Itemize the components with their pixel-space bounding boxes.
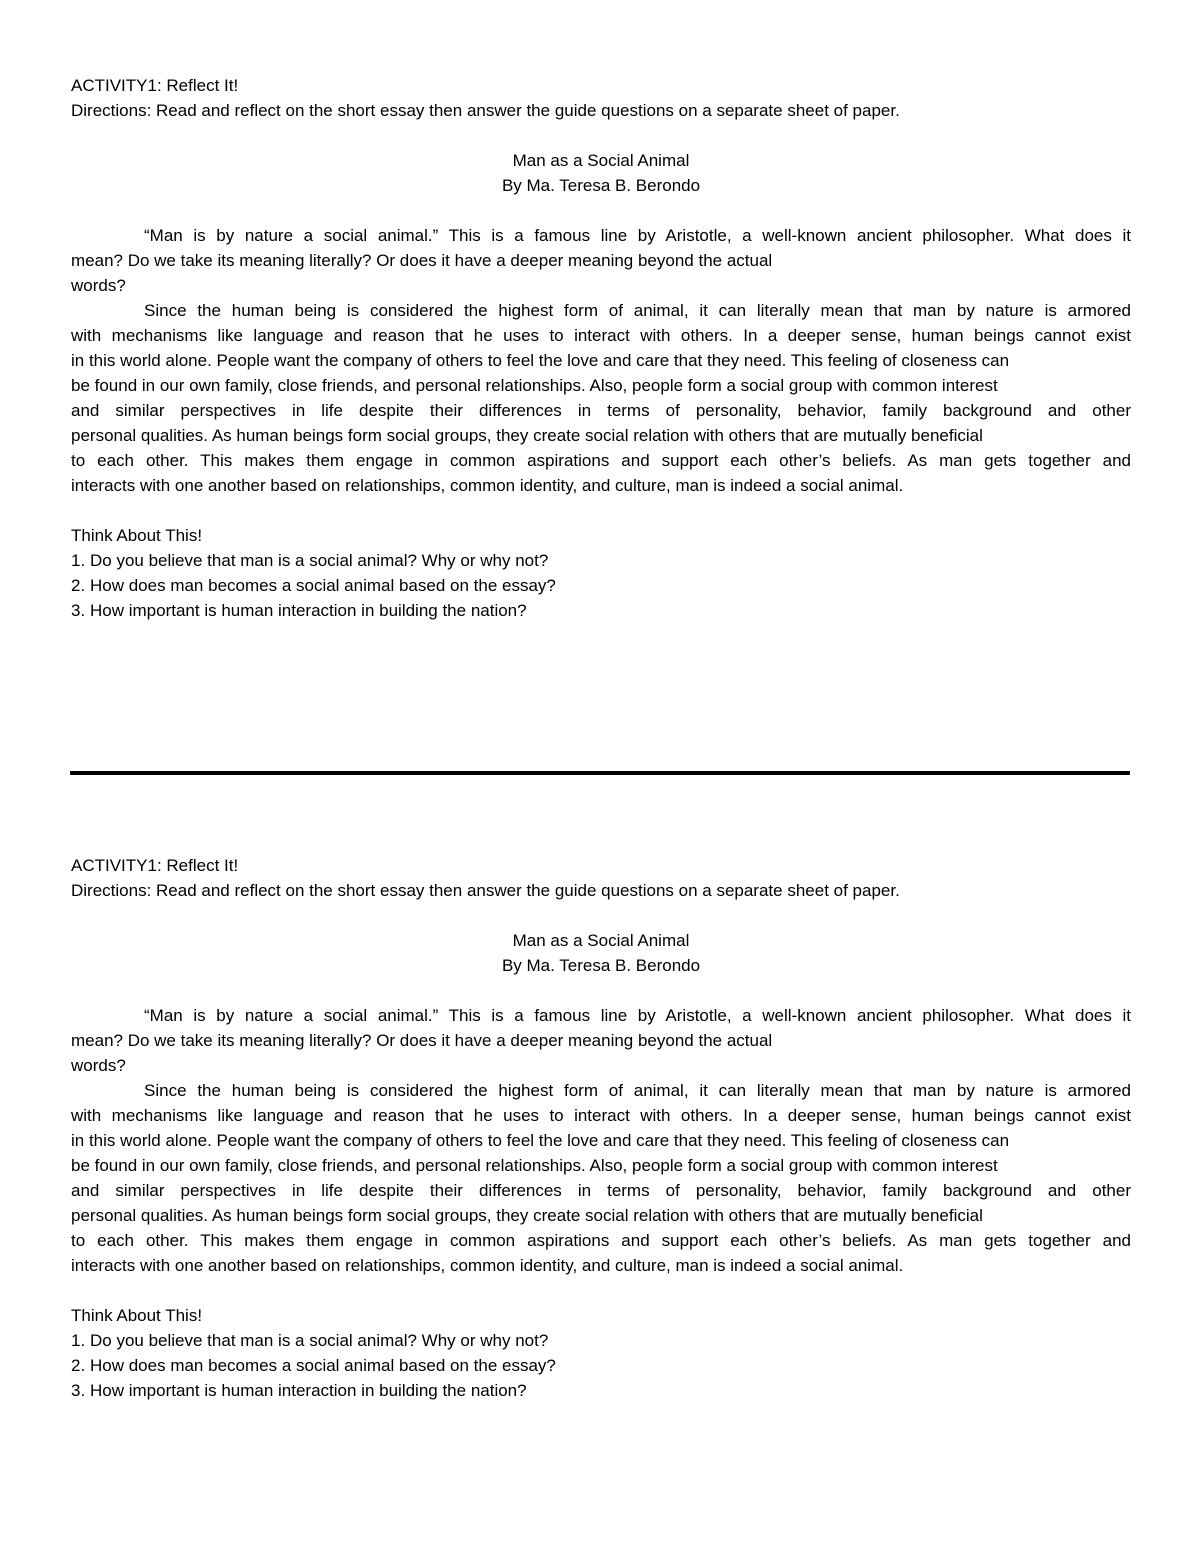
question-number: 1.: [71, 551, 86, 570]
essay-paragraph-1-line-1: “Man is by nature a social animal.” This is a famous line by Aristotle, a well-known ancient philosopher. What does it: [144, 1006, 1131, 1025]
question-item: [71, 573, 1131, 598]
essay-paragraph-2-line-7: to each other. This makes them engage in common aspirations and support each other’s beliefs. As man gets together and: [71, 451, 1131, 470]
essay-paragraph-2-line-2: with mechanisms like language and reason that he uses to interact with others. In a deeper sense, human beings cannot exist: [71, 326, 1131, 345]
question-number: 3.: [71, 601, 86, 620]
essay-title: Man as a Social Animal: [512, 151, 690, 170]
question-text: How important is human interaction in building the nation?: [90, 601, 527, 620]
question-number: 1.: [71, 1331, 86, 1350]
essay-paragraph-1-line-2: mean? Do we take its meaning literally? Or does it have a deeper meaning beyond the actual: [71, 1031, 773, 1050]
activity-title: ACTIVITY1: Reflect It!: [71, 856, 239, 875]
essay-paragraph-2-line-8: interacts with one another based on relationships, common identity, and culture, man is indeed a social animal.: [71, 1256, 904, 1275]
section-divider: [70, 771, 1130, 775]
essay-paragraph-2-line-3: in this world alone. People want the company of others to feel the love and care that they need. This feeling of closeness can: [71, 351, 1010, 370]
question-text: Do you believe that man is a social animal? Why or why not?: [90, 1331, 549, 1350]
activity-title: ACTIVITY1: Reflect It!: [71, 76, 239, 95]
essay-paragraph-1-line-3: words?: [71, 1056, 126, 1075]
think-about-heading: Think About This!: [71, 1306, 203, 1325]
question-item: [71, 1353, 1131, 1378]
question-text: How does man becomes a social animal based on the essay?: [90, 576, 556, 595]
essay-paragraph-2-line-5: and similar perspectives in life despite their differences in terms of personality, behavior, family background and other: [71, 1181, 1131, 1200]
essay-paragraph-2-line-3: in this world alone. People want the company of others to feel the love and care that they need. This feeling of closeness can: [71, 1131, 1010, 1150]
question-item: [71, 598, 1131, 623]
question-item: [71, 1328, 1131, 1353]
essay-paragraph-2-line-2: with mechanisms like language and reason that he uses to interact with others. In a deeper sense, human beings cannot exist: [71, 1106, 1131, 1125]
activity-directions: Directions: Read and reflect on the short essay then answer the guide questions on a separate sheet of paper.: [71, 101, 900, 120]
essay-title: Man as a Social Animal: [512, 931, 690, 950]
essay-paragraph-1-line-2: mean? Do we take its meaning literally? Or does it have a deeper meaning beyond the actual: [71, 251, 773, 270]
essay-paragraph-2-line-4: be found in our own family, close friends, and personal relationships. Also, people form a social group with common interest: [71, 376, 998, 395]
question-number: 3.: [71, 1381, 86, 1400]
essay-author: By Ma. Teresa B. Berondo: [501, 176, 701, 195]
activity-section-1: [71, 73, 1131, 623]
question-text: Do you believe that man is a social animal? Why or why not?: [90, 551, 549, 570]
essay-paragraph-2-line-1: Since the human being is considered the highest form of animal, it can literally mean that man by nature is armored: [144, 1081, 1131, 1100]
essay-paragraph-2-line-4: be found in our own family, close friends, and personal relationships. Also, people form a social group with common interest: [71, 1156, 998, 1175]
essay-paragraph-2-line-1: Since the human being is considered the highest form of animal, it can literally mean that man by nature is armored: [144, 301, 1131, 320]
essay-paragraph-2-line-6: personal qualities. As human beings form social groups, they create social relation with others that are mutually beneficial: [71, 426, 983, 445]
essay-paragraph-2-line-8: interacts with one another based on relationships, common identity, and culture, man is indeed a social animal.: [71, 476, 904, 495]
essay-paragraph-2-line-5: and similar perspectives in life despite their differences in terms of personality, behavior, family background and other: [71, 401, 1131, 420]
question-number: 2.: [71, 576, 86, 595]
question-number: 2.: [71, 1356, 86, 1375]
essay-paragraph-1-line-3: words?: [71, 276, 126, 295]
question-text: How does man becomes a social animal based on the essay?: [90, 1356, 556, 1375]
question-item: [71, 1378, 1131, 1403]
activity-section-2: [71, 853, 1131, 1403]
think-about-heading: Think About This!: [71, 526, 203, 545]
question-text: How important is human interaction in building the nation?: [90, 1381, 527, 1400]
essay-paragraph-1-line-1: “Man is by nature a social animal.” This is a famous line by Aristotle, a well-known ancient philosopher. What does it: [144, 226, 1131, 245]
essay-author: By Ma. Teresa B. Berondo: [501, 956, 701, 975]
essay-paragraph-2-line-7: to each other. This makes them engage in common aspirations and support each other’s beliefs. As man gets together and: [71, 1231, 1131, 1250]
essay-paragraph-2-line-6: personal qualities. As human beings form social groups, they create social relation with others that are mutually beneficial: [71, 1206, 983, 1225]
question-item: [71, 548, 1131, 573]
activity-directions: Directions: Read and reflect on the short essay then answer the guide questions on a separate sheet of paper.: [71, 881, 900, 900]
